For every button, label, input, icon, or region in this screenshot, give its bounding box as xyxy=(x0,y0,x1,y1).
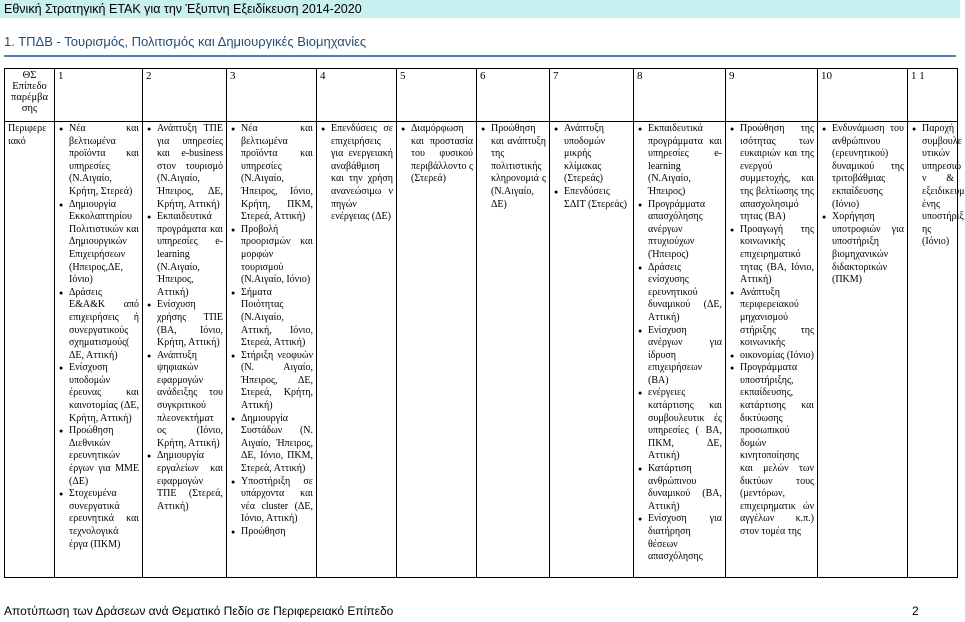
bullet-item: ● Ενίσχυση ανέργων για ίδρυση επιχειρήσεων (ΒΑ) xyxy=(648,325,722,388)
footer-caption: Αποτύπωση των Δράσεων ανά Θεματικό Πεδίο σε Περιφερειακό Επίπεδο xyxy=(4,604,394,618)
header-cell: 1 1 xyxy=(908,69,958,122)
table-cell xyxy=(634,122,726,578)
header-cell: 9 xyxy=(726,69,818,122)
table-cell xyxy=(227,122,317,578)
bullet-item: ● Προώθηση xyxy=(241,526,313,539)
actions-table xyxy=(4,68,965,578)
header-cell-level: ΘΣ Επίπεδο παρέμβα σης xyxy=(5,69,55,122)
bullet-item: ● Προώθηση της ισότητας των ευκαιριών και της ενεργού συμμετοχής, και της βελτίωσης της απασχολησιμό τητας (ΒΑ) xyxy=(740,123,814,224)
header-cell: 10 xyxy=(818,69,908,122)
bullet-item: ● Διαμόρφωση και προστασία του φυσικού περιβάλλοντο ς (Στερεά) xyxy=(411,123,473,186)
table-cell xyxy=(818,122,908,578)
header-cell: 7 xyxy=(550,69,634,122)
bullet-item: ● Ανάπτυξη ΤΠΕ για υπηρεσίες και e-business στον τουρισμό (Ν.Αιγαίο, Ήπειρος, ΔΕ, Κρήτη, Αττική) xyxy=(157,123,223,211)
bullet-item: ● Προβολή προορισμών και μορφών τουρισμού (Ν.Αιγαίο, Ιόνιο) xyxy=(241,224,313,287)
bullet-item: ● Εκπαιδευτικά προγράμματα και υπηρεσίες e-learning (Ν.Αιγαίο, Ήπειρος) xyxy=(648,123,722,199)
header-cell: 3 xyxy=(227,69,317,122)
table-cell xyxy=(143,122,227,578)
document-header-text: Εθνική Στρατηγική ΕΤΑΚ για την Έξυπνη Εξειδίκευση 2014-2020 xyxy=(4,2,362,16)
section-title: 1. ΤΠΔΒ - Τουρισμός, Πολιτισμός και Δημιουργικές Βιομηχανίες xyxy=(4,34,367,49)
document-header-bar xyxy=(0,0,960,18)
bullet-item: ● Επενδύσεις σε επιχειρήσεις για ενεργειακή αναβάθμιση και την χρήση ανανεώσιμω ν πηγών ενέργειας (ΔΕ) xyxy=(331,123,393,224)
table-row xyxy=(5,122,958,578)
bullet-item: ● Ανάπτυξη υποδομών μικρής κλίμακας (Στερεάς) xyxy=(564,123,630,186)
bullet-item: ● Παροχή συμβουλε υτικών υπηρεσιώ ν & εξειδικευμ ένης υποστήριξ ης (Ιόνιο) xyxy=(922,123,954,249)
bullet-item: ● Νέα και βελτιωμένα προϊόντα και υπηρεσίες (Ν.Αιγαίο, Κρήτη, Στερεά) xyxy=(69,123,139,199)
bullet-item: ● Κατάρτιση ανθρώπινου δυναμικού (ΒΑ, Αττική) xyxy=(648,463,722,513)
bullet-item: ● Δημιουργία εργαλείων και εφαρμογών ΤΠΕ (Στερεά, Αττική) xyxy=(157,450,223,513)
table-cell xyxy=(726,122,818,578)
bullet-item: ● Χορήγηση υποτροφιών για υποστήριξη βιομηχανικών διδακτορικών (ΠΚΜ) xyxy=(832,211,904,287)
bullet-item: ● Ανάπτυξη ψηφιακών εφαρμογών ανάδειξης του συγκριτικού πλεονεκτήματ ος (Ιόνιο, Κρήτη, Αττική) xyxy=(157,350,223,451)
table-cell xyxy=(317,122,397,578)
bullet-item: ● Δράσεις Ε&Α&Κ από επιχειρήσεις ή συνεργατικούς σχηματισμούς( ΔΕ, Αττική) xyxy=(69,287,139,363)
table-cell xyxy=(550,122,634,578)
bullet-item: ● Ενίσχυση υποδομών έρευνας και καινοτομίας (ΔΕ, Κρήτη, Αττική) xyxy=(69,362,139,425)
row-label-cell: Περιφερε ιακό xyxy=(5,122,55,578)
table-cell xyxy=(55,122,143,578)
bullet-item: ● οικονομίας (Ιόνιο) xyxy=(740,350,814,363)
bullet-item: ● Υποστήριξη σε υπάρχοντα και νέα cluster (ΔΕ, Ιόνιο, Αττική) xyxy=(241,476,313,526)
bullet-item: ● Δημιουργία Συστάδων (Ν. Αιγαίο, Ήπειρος, ΔΕ, Ιόνιο, ΠΚΜ, Στερεά, Αττική) xyxy=(241,413,313,476)
bullet-item: ● Προώθηση και ανάπτυξη της πολιτιστικής κληρονομιά ς (Ν.Αιγαίο, ΔΕ) xyxy=(491,123,546,211)
bullet-item: ● Δημιουργία Εκκολαπτηρίου Πολιτιστικών και Δημιουργικών Επιχειρήσεων (Ηπειρος,ΔΕ, Ιόνιο) xyxy=(69,199,139,287)
header-cell: 2 xyxy=(143,69,227,122)
page-number: 2 xyxy=(912,604,919,618)
bullet-item: ● Προαγωγή της κοινωνικής επιχειρηματικό τητας (ΒΑ, Ιόνιο, Αττική) xyxy=(740,224,814,287)
bullet-item: ● Δράσεις ενίσχυσης ερευνητικού δυναμικού (ΔΕ, Αττική) xyxy=(648,262,722,325)
table-cell xyxy=(477,122,550,578)
table-cell xyxy=(908,122,965,578)
table-cell xyxy=(397,122,477,578)
bullet-item: ● Προώθηση Διεθνικών ερευνητικών έργων για ΜΜΕ (ΔΕ) xyxy=(69,425,139,488)
bullet-item: ● Στήριξη νεοφυών (Ν. Αιγαίο, Ήπειρος, ΔΕ, Στερεά, Κρήτη, Αττική) xyxy=(241,350,313,413)
bullet-item: ● Ενίσχυση για διατήρηση θέσεων απασχόλησης xyxy=(648,513,722,563)
header-cell: 5 xyxy=(397,69,477,122)
bullet-item: ● Ανάπτυξη περιφερειακού μηχανισμού στήριξης της κοινωνικής xyxy=(740,287,814,350)
header-cell: 8 xyxy=(634,69,726,122)
bullet-item: ● Επενδύσεις ΣΔΙΤ (Στερεάς) xyxy=(564,186,630,211)
bullet-item: ● Ενίσχυση χρήσης ΤΠΕ (ΒΑ, Ιόνιο, Κρήτη, Αττική) xyxy=(157,299,223,349)
bullet-item: ● Στοχευμένα συνεργατικά ερευνητικά και τεχνολογικά έργα (ΠΚΜ) xyxy=(69,488,139,551)
bullet-item: ● Εκπαιδευτικά προγράματα και υπηρεσίες e-learning (Ν.Αιγαίο, Ήπειρος, Αττική) xyxy=(157,211,223,299)
header-cell: 1 xyxy=(55,69,143,122)
header-cell: 4 xyxy=(317,69,397,122)
table-header-row xyxy=(5,69,958,122)
bullet-item: ● ενέργειες κατάρτισης και συμβουλευτικ ές υπηρεσίες ( ΒΑ, ΠΚΜ, ΔΕ, Αττική) xyxy=(648,387,722,463)
bullet-item: ● Νέα και βελτιωμένα προϊόντα και υπηρεσίες (Ν.Αιγαίο, Ήπειρος, Ιόνιο, Κρήτη, ΠΚΜ, Στερεά, Αττική) xyxy=(241,123,313,224)
bullet-item: ● Ενδυνάμωση του ανθρώπινου (ερευνητικού) δυναμικού της τριτοβάθμιας εκπαίδευσης (Ιόνιο) xyxy=(832,123,904,211)
bullet-item: ● Προγράμματα υποστήριξης, εκπαίδευσης, κατάρτισης και δικτύωσης προσωπικού δομών κινητοποίησης και μελών των δικτύων τους (μεντόρων, επιχειρηματικ ών αγγέλων κ.π.) στον τομέα της xyxy=(740,362,814,538)
bullet-item: ● Προγράμματα απασχόλησης ανέργων πτυχιούχων (Ήπειρος) xyxy=(648,199,722,262)
title-underline xyxy=(4,55,956,57)
bullet-item: ● Σήματα Ποιότητας (Ν.Αιγαίο, Αττική, Ιόνιο, Στερεά, Αττική) xyxy=(241,287,313,350)
header-cell: 6 xyxy=(477,69,550,122)
